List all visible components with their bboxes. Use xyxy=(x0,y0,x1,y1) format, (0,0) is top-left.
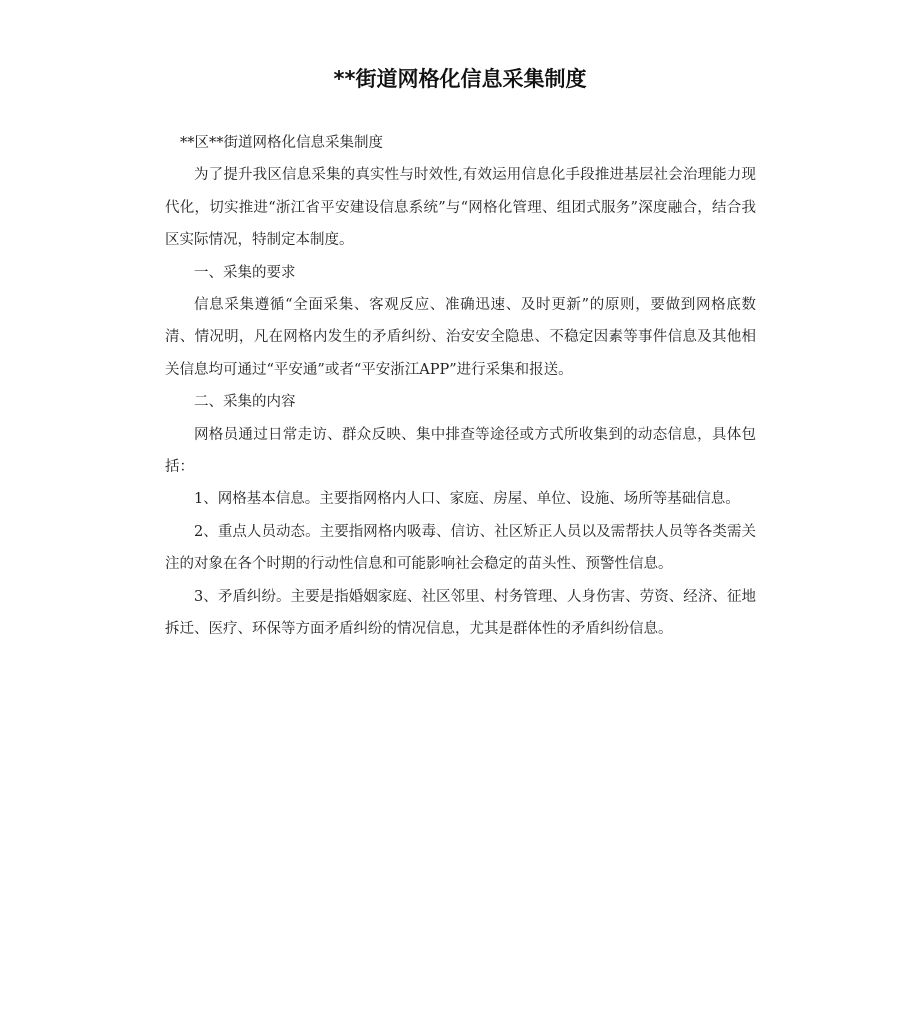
item-disputes: 3、矛盾纠纷。主要是指婚姻家庭、社区邻里、村务管理、人身伤害、劳资、经济、征地拆迁、医疗、环保等方面矛盾纠纷的情况信息，尤其是群体性的矛盾纠纷信息。 xyxy=(165,588,756,638)
section-heading-requirements: 一、采集的要求 xyxy=(194,264,296,281)
requirements-paragraph: 信息采集遵循“全面采集、客观反应、准确迅速、及时更新”的原则，要做到网格底数清、情况明，凡在网格内发生的矛盾纠纷、治安安全隐患、不稳定因素等事件信息及其他相关信息均可通过“平安通”或者“平安浙江APP”进行采集和报送。 xyxy=(165,297,756,378)
item-key-personnel: 2、重点人员动态。主要指网格内吸毒、信访、社区矫正人员以及需帮扶人员等各类需关注的对象在各个时期的行动性信息和可能影响社会稳定的苗头性、预警性信息。 xyxy=(165,523,756,573)
intro-paragraph: 为了提升我区信息采集的真实性与时效性,有效运用信息化手段推进基层社会治理能力现代化，切实推进“浙江省平安建设信息系统”与“网格化管理、组团式服务”深度融合，结合我区实际情况，特制定本制度。 xyxy=(165,167,756,249)
document-subtitle: **区**街道网格化信息采集制度 xyxy=(180,135,383,151)
document-title: **街道网格化信息采集制度 xyxy=(333,67,587,91)
item-grid-basic-info: 1、网格基本信息。主要指网格内人口、家庭、房屋、单位、设施、场所等基础信息。 xyxy=(194,491,740,508)
document-body xyxy=(165,127,756,646)
content-intro-paragraph: 网格员通过日常走访、群众反映、集中排查等途径或方式所收集到的动态信息，具体包括： xyxy=(165,426,756,476)
section-heading-content: 二、采集的内容 xyxy=(194,394,296,411)
